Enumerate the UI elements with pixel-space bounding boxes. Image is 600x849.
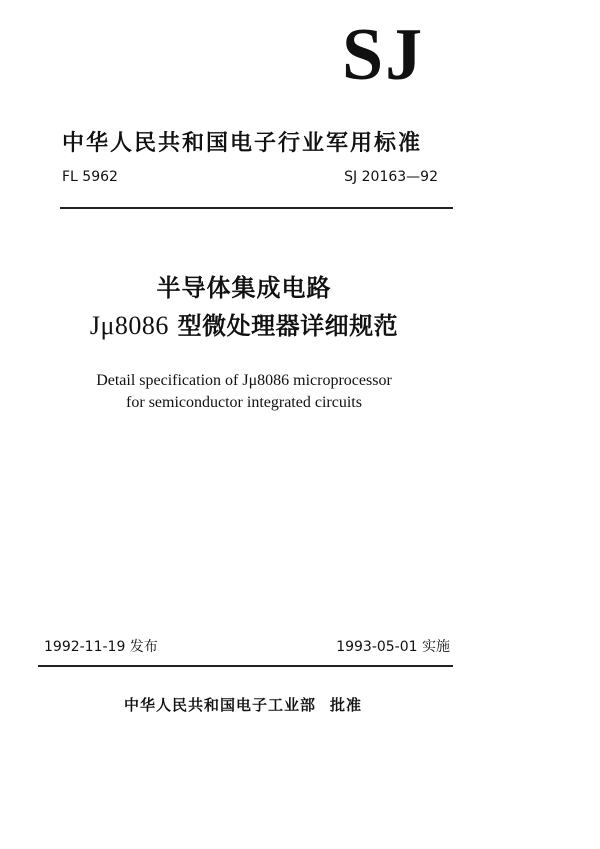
header-divider [60, 207, 453, 209]
document-title-line-2-text: 型微处理器详细规范 [177, 312, 399, 340]
organization-title: 中华人民共和国电子行业军用标准 [62, 131, 423, 156]
standard-number: SJ 20163—92 [344, 169, 438, 185]
approval-line [124, 694, 362, 715]
footer-divider [38, 665, 453, 667]
part-number: Jμ8086 [89, 311, 169, 340]
document-title-line-1: 半导体集成电路 [156, 274, 332, 302]
english-title-line-1: Detail specification of Jμ8086 microprocessor [96, 372, 392, 389]
approving-body: 中华人民共和国电子工业部 [124, 696, 317, 714]
issue-date: 1992-11-19 发布 [44, 639, 158, 655]
approval-word: 批准 [330, 696, 363, 714]
document-title-line-2 [0, 306, 488, 341]
english-title-line-2: for semiconductor integrated circuits [126, 394, 362, 411]
classification-code: FL 5962 [62, 169, 118, 185]
sj-standard-logo: SJ [342, 14, 425, 96]
effective-date: 1993-05-01 实施 [336, 639, 450, 655]
